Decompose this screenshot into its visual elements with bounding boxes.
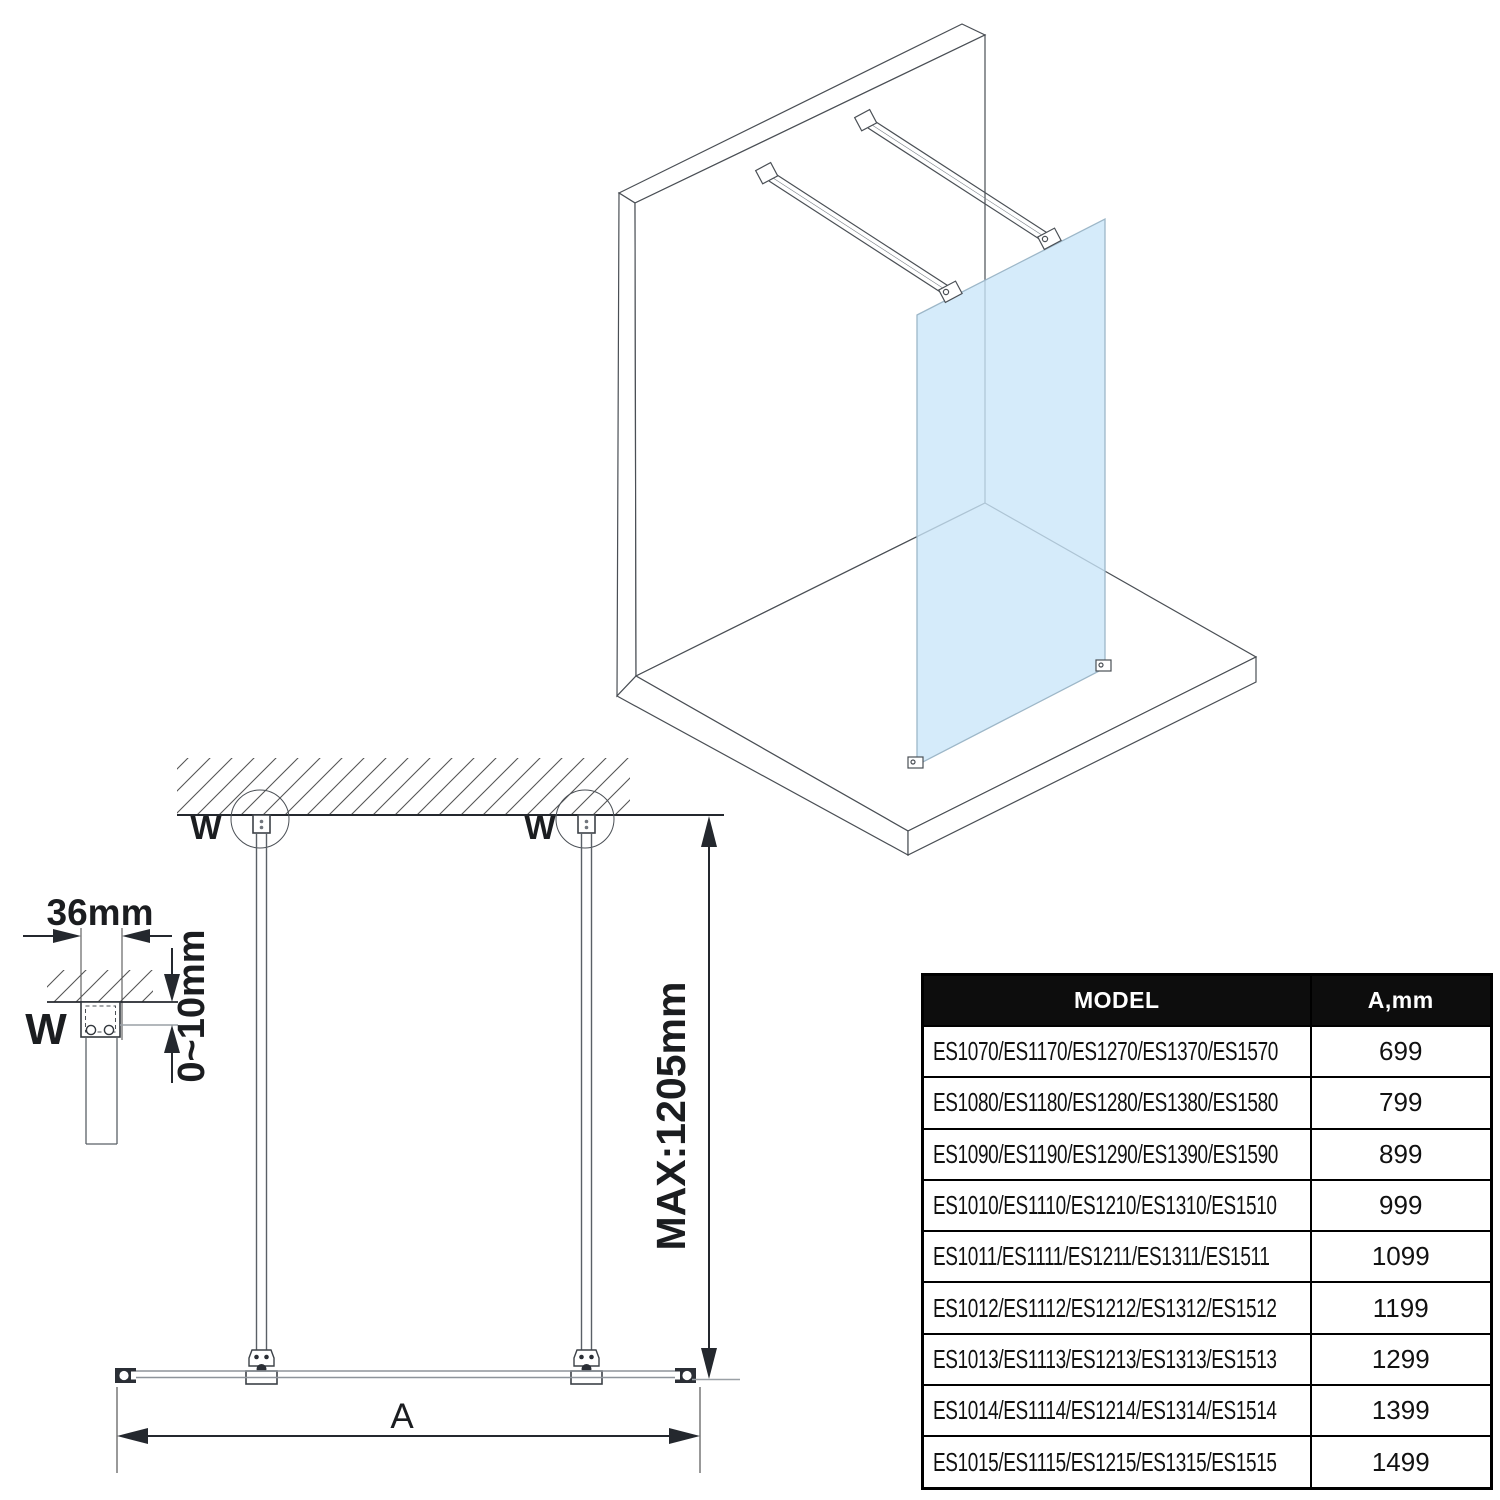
model-cell: ES1011/ES1111/ES1211/ES1311/ES1511 [923, 1231, 1311, 1282]
table-row [923, 1334, 1492, 1385]
table-row [923, 1129, 1492, 1180]
detail-view [23, 892, 213, 1144]
left-wall-bracket [115, 1368, 136, 1383]
wall-mark-detail: W [25, 1005, 67, 1054]
right-wall-bracket [675, 1368, 696, 1383]
a-value-cell: 1199 [1311, 1282, 1492, 1333]
ceiling-bracket-detail [81, 1002, 120, 1037]
col-header-a: A,mm [1311, 975, 1492, 1027]
model-cell: ES1080/ES1180/ES1280/ES1380/ES1580 [923, 1077, 1311, 1128]
glass-top-profile [115, 1368, 696, 1383]
left-pole-assembly [231, 790, 289, 1384]
table-row [923, 1282, 1492, 1333]
table-header-row [923, 975, 1492, 1027]
dimension-panel-width [117, 1387, 700, 1473]
wall-mark-left: W [190, 809, 222, 846]
table-row [923, 1385, 1492, 1436]
table-row [923, 1077, 1492, 1128]
front-view [115, 758, 740, 1473]
a-value-cell: 999 [1311, 1180, 1492, 1231]
a-value-cell: 1499 [1311, 1436, 1492, 1488]
max-height-label: MAX:1205mm [648, 981, 694, 1251]
a-value-cell: 1299 [1311, 1334, 1492, 1385]
model-cell: ES1013/ES1113/ES1213/ES1313/ES1513 [923, 1334, 1311, 1385]
table-row [923, 1436, 1492, 1488]
model-cell: ES1015/ES1115/ES1215/ES1315/ES1515 [923, 1436, 1311, 1488]
table-row [923, 1026, 1492, 1077]
right-pole-assembly [556, 790, 614, 1384]
a-value-cell: 799 [1311, 1077, 1492, 1128]
ceiling-hatch-detail [47, 970, 153, 1002]
bracket-width-label: 36mm [46, 892, 154, 933]
dimension-gap [164, 929, 213, 1083]
spec-table [921, 973, 1493, 1490]
model-cell: ES1014/ES1114/ES1214/ES1314/ES1514 [923, 1385, 1311, 1436]
a-value-cell: 699 [1311, 1026, 1492, 1077]
table-row [923, 1231, 1492, 1282]
a-value-cell: 899 [1311, 1129, 1492, 1180]
model-cell: ES1090/ES1190/ES1290/ES1390/ES1590 [923, 1129, 1311, 1180]
model-cell: ES1010/ES1110/ES1210/ES1310/ES1510 [923, 1180, 1311, 1231]
dimension-max-height [648, 816, 740, 1380]
gap-label: 0~10mm [171, 929, 213, 1083]
col-header-model: MODEL [923, 975, 1311, 1027]
wall-mark-right: W [524, 809, 556, 846]
pole-detail [86, 1037, 117, 1144]
a-value-cell: 1099 [1311, 1231, 1492, 1282]
panel-width-label: A [390, 1397, 414, 1436]
table-row [923, 1180, 1492, 1231]
model-cell: ES1012/ES1112/ES1212/ES1312/ES1512 [923, 1282, 1311, 1333]
ceiling-hatch [177, 758, 630, 815]
a-value-cell: 1399 [1311, 1385, 1492, 1436]
isometric-view [617, 24, 1256, 855]
model-cell: ES1070/ES1170/ES1270/ES1370/ES1570 [923, 1026, 1311, 1077]
